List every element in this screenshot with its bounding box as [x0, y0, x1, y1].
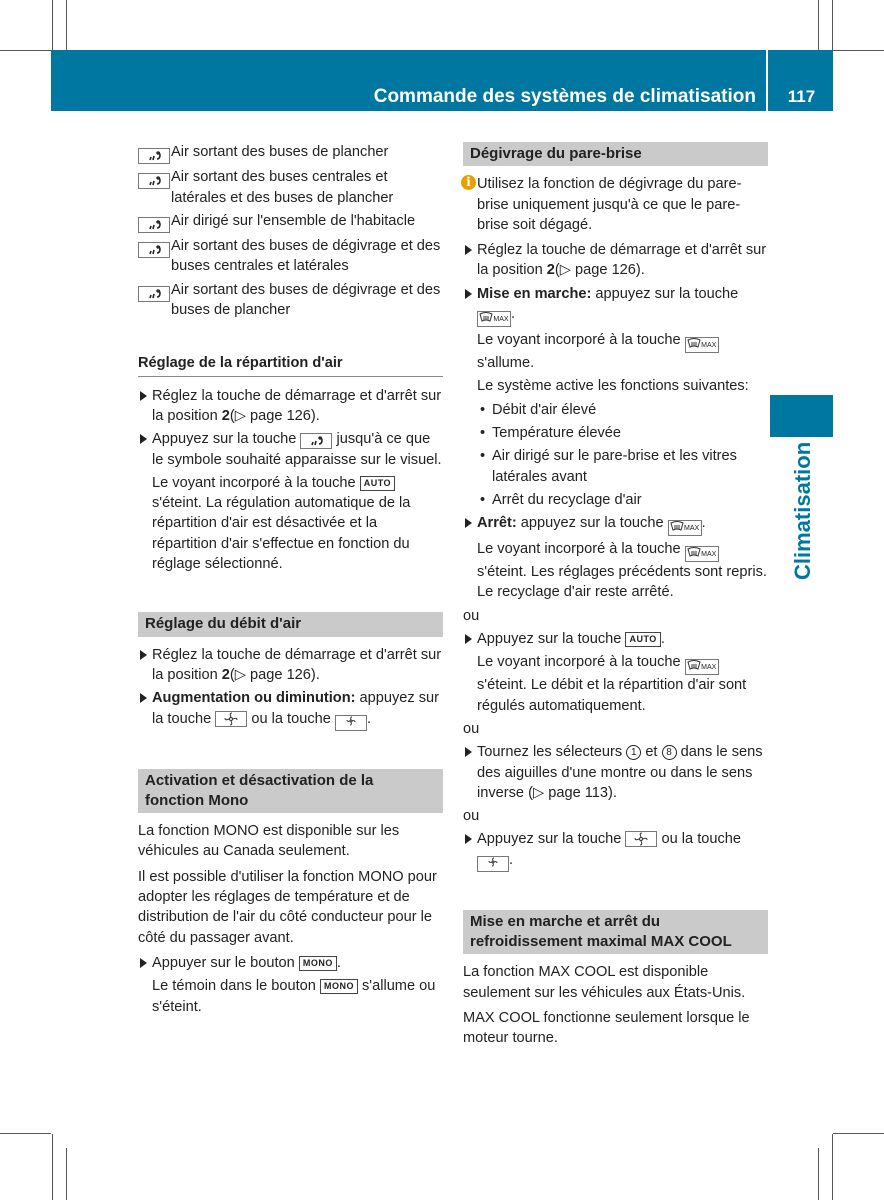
text-segment: Tournez les sélecteurs	[477, 744, 627, 761]
bold-text: 2	[546, 262, 555, 279]
text-segment: appuyez sur la touche	[152, 690, 440, 727]
defrost-max-button-icon	[685, 659, 719, 675]
fan-low-icon	[335, 715, 367, 731]
defrost-max-button-icon	[685, 546, 719, 562]
text-segment: (▷ page 126).	[229, 407, 320, 424]
text-segment: .	[701, 515, 706, 532]
text-segment: .	[336, 954, 341, 971]
text-segment: ou la touche	[657, 831, 742, 848]
list-item	[138, 142, 443, 164]
info-icon: i	[461, 175, 476, 190]
instruction-step	[463, 240, 768, 281]
crop-mark	[832, 1134, 833, 1200]
paragraph	[477, 330, 768, 373]
instruction-step	[138, 386, 443, 427]
icon-slot	[138, 211, 171, 233]
defrost-max-button-icon	[477, 311, 511, 327]
text-segment: Utilisez la fonction de dégivrage du pare-brise uniquement jusqu'à ce que le pare-brise soit dégagé.	[477, 176, 742, 233]
text-segment: et	[641, 744, 662, 761]
text-segment: (▷ page 126).	[554, 262, 645, 279]
bullet-item: • Air dirigé sur le pare-brise et les vitres latérales avant	[480, 446, 768, 487]
crop-mark	[818, 1148, 819, 1200]
list-item	[138, 236, 443, 277]
chapter-tab-marker	[770, 395, 833, 437]
list-item	[138, 167, 443, 208]
icon-slot	[138, 280, 171, 321]
instruction-step	[138, 429, 443, 574]
page-number: 117	[787, 86, 816, 106]
crop-mark	[0, 50, 51, 51]
circled-number-icon: 1	[626, 745, 641, 760]
paragraph	[152, 645, 443, 686]
paragraph	[477, 174, 768, 235]
max-label: MAX	[684, 525, 700, 533]
paragraph	[152, 976, 443, 1017]
text-segment: Appuyez sur la touche	[152, 431, 301, 448]
or-separator: ou	[463, 720, 480, 737]
bullet-item: • Température élevée	[480, 423, 768, 443]
paragraph: La fonction MAX COOL est disponible seulement sur les véhicules aux États-Unis.	[463, 964, 746, 1001]
right-column	[463, 142, 768, 1054]
info-note	[463, 174, 768, 235]
paragraph	[477, 629, 768, 649]
text-segment: Le système active les fonctions suivantes:	[477, 378, 749, 395]
section-title: Commande des systèmes de climatisation	[373, 85, 756, 107]
text-segment: Le témoin dans le bouton	[152, 978, 320, 995]
bold-text: 2	[221, 407, 230, 424]
paragraph	[477, 539, 768, 603]
floor-vents-icon	[138, 148, 170, 164]
instruction-step	[138, 953, 443, 1017]
instruction-step	[138, 645, 443, 686]
fan-low-icon	[477, 856, 509, 872]
bullet-item: • Arrêt du recyclage d'air	[480, 490, 768, 510]
text-segment: appuyez sur la touche	[516, 515, 668, 532]
defrost-max-button-icon	[685, 337, 719, 353]
text-segment: ou la touche	[247, 710, 335, 727]
max-label: MAX	[701, 551, 717, 559]
paragraph	[152, 429, 443, 470]
list-item	[138, 280, 443, 321]
text-segment: Réglez la touche de démarrage et d'arrêt sur la position	[152, 387, 442, 424]
text-segment: Réglez la touche de démarrage et d'arrêt sur la position	[477, 242, 767, 279]
max-label: MAX	[701, 342, 717, 350]
text-segment: .	[511, 306, 516, 323]
paragraph	[477, 829, 768, 871]
section-heading-shaded: Réglage du débit d'air	[138, 612, 443, 636]
bold-text: 2	[221, 666, 230, 683]
instruction-step	[463, 284, 768, 510]
crop-mark	[832, 0, 833, 50]
mono-button-icon: MONO	[320, 979, 358, 994]
circled-number-icon: 8	[662, 745, 677, 760]
max-label: MAX	[493, 316, 509, 324]
text-segment: Le voyant incorporé à la touche	[477, 541, 685, 558]
bold-text: Arrêt:	[477, 515, 517, 532]
text-segment: appuyez sur la touche	[591, 285, 739, 302]
section-heading: Réglage de la répartition d'air	[138, 353, 443, 376]
icon-slot	[138, 236, 171, 277]
bold-text: Mise en marche:	[477, 285, 592, 302]
text-segment: dans le sens des aiguilles d'une montre ou dans le sens inverse (▷ page 113).	[477, 744, 763, 801]
defrost-max-button-icon	[668, 520, 702, 536]
section-heading-shaded: Activation et désactivation de la fonction Mono	[138, 769, 443, 814]
list-item-text: Air dirigé sur l'ensemble de l'habitacle	[171, 212, 416, 229]
paragraph: Il est possible d'utiliser la fonction MONO pour adopter les réglages de température et de distribution de l'air du côté conducteur pour le côté du passager avant.	[138, 868, 437, 946]
crop-mark	[52, 0, 53, 50]
or-separator: ou	[463, 808, 480, 825]
text-segment: Appuyer sur le bouton	[152, 954, 299, 971]
header-divider	[766, 50, 768, 111]
text-segment: s'allume ou s'éteint.	[152, 978, 436, 1015]
mono-button-icon: MONO	[299, 956, 337, 971]
left-column	[138, 142, 443, 1020]
icon-slot	[138, 142, 171, 164]
instruction-step	[463, 829, 768, 871]
all-vents-icon	[138, 217, 170, 233]
text-segment: .	[660, 631, 665, 648]
auto-button-icon: AUTO	[360, 476, 395, 491]
crop-mark	[66, 0, 67, 50]
paragraph	[477, 742, 768, 803]
crop-mark	[0, 1133, 51, 1134]
icon-slot	[138, 167, 171, 208]
text-segment: s'éteint. Le débit et la répartition d'air sont régulés automatiquement.	[477, 677, 747, 714]
text-segment: Appuyez sur la touche	[477, 831, 626, 848]
text-segment: Le voyant incorporé à la touche	[152, 474, 360, 491]
section-heading-shaded: Mise en marche et arrêt du refroidissement maximal MAX COOL	[463, 910, 768, 955]
defrost-center-vents-icon	[138, 242, 170, 258]
text-segment: Le voyant incorporé à la touche	[477, 332, 685, 349]
list-item-text: Air sortant des buses de dégivrage et des buses centrales et latérales	[171, 238, 441, 275]
paragraph	[477, 513, 768, 536]
defrost-floor-vents-icon	[138, 286, 170, 302]
text-segment: Le voyant incorporé à la touche	[477, 654, 685, 671]
text-segment: (▷ page 126).	[229, 666, 320, 683]
instruction-step	[463, 629, 768, 716]
text-segment: s'allume.	[477, 355, 535, 372]
crop-mark	[833, 50, 884, 51]
crop-mark	[52, 1134, 53, 1200]
center-floor-vents-icon	[138, 173, 170, 189]
text-segment: Réglez la touche de démarrage et d'arrêt sur la position	[152, 646, 442, 683]
instruction-step	[138, 688, 443, 730]
section-heading-shaded: Dégivrage du pare-brise	[463, 142, 768, 166]
vent-icon-list	[138, 142, 443, 320]
list-item-text: Air sortant des buses de dégivrage et des buses de plancher	[171, 281, 441, 319]
paragraph	[152, 688, 443, 730]
crop-mark	[66, 1148, 67, 1200]
instruction-step	[463, 742, 768, 803]
list-item	[138, 211, 443, 233]
chapter-tab-label: Climatisation	[790, 441, 815, 580]
or-separator: ou	[463, 607, 480, 624]
auto-button-icon: AUTO	[625, 632, 660, 647]
air-distribution-icon	[300, 433, 332, 449]
paragraph	[477, 284, 768, 327]
text-segment: .	[509, 851, 514, 868]
list-item-text: Air sortant des buses de plancher	[171, 144, 389, 160]
bold-text: Augmentation ou diminution:	[152, 690, 356, 707]
paragraph: La fonction MONO est disponible sur les véhicules au Canada seulement.	[138, 823, 400, 860]
text-segment: jusqu'à ce que le symbole souhaité apparaisse sur le visuel.	[152, 431, 442, 468]
page-header	[51, 50, 833, 111]
bullet-item: • Débit d'air élevé	[480, 400, 768, 420]
paragraph	[477, 240, 768, 281]
text-segment: Appuyez sur la touche	[477, 631, 626, 648]
paragraph	[477, 652, 768, 716]
text-segment: s'éteint. La régulation automatique de la répartition d'air est désactivée et la répartition d'air s'effectue en fonction du réglage sélectionné.	[152, 495, 411, 573]
list-item-text: Air sortant des buses centrales et latérales et des buses de plancher	[171, 169, 394, 206]
text-segment: s'éteint. Les réglages précédents sont repris. Le recyclage d'air reste arrêté.	[477, 564, 767, 601]
fan-high-icon	[215, 711, 247, 727]
crop-mark	[818, 0, 819, 50]
fan-high-icon	[625, 831, 657, 847]
paragraph	[152, 473, 443, 574]
paragraph: MAX COOL fonctionne seulement lorsque le moteur tourne.	[463, 1009, 750, 1047]
crop-mark	[833, 1133, 884, 1134]
text-segment: .	[366, 710, 371, 727]
max-label: MAX	[701, 664, 717, 672]
bullet-list	[477, 400, 768, 510]
instruction-step	[463, 513, 768, 603]
paragraph	[152, 953, 443, 973]
paragraph	[152, 386, 443, 427]
paragraph	[477, 376, 768, 396]
